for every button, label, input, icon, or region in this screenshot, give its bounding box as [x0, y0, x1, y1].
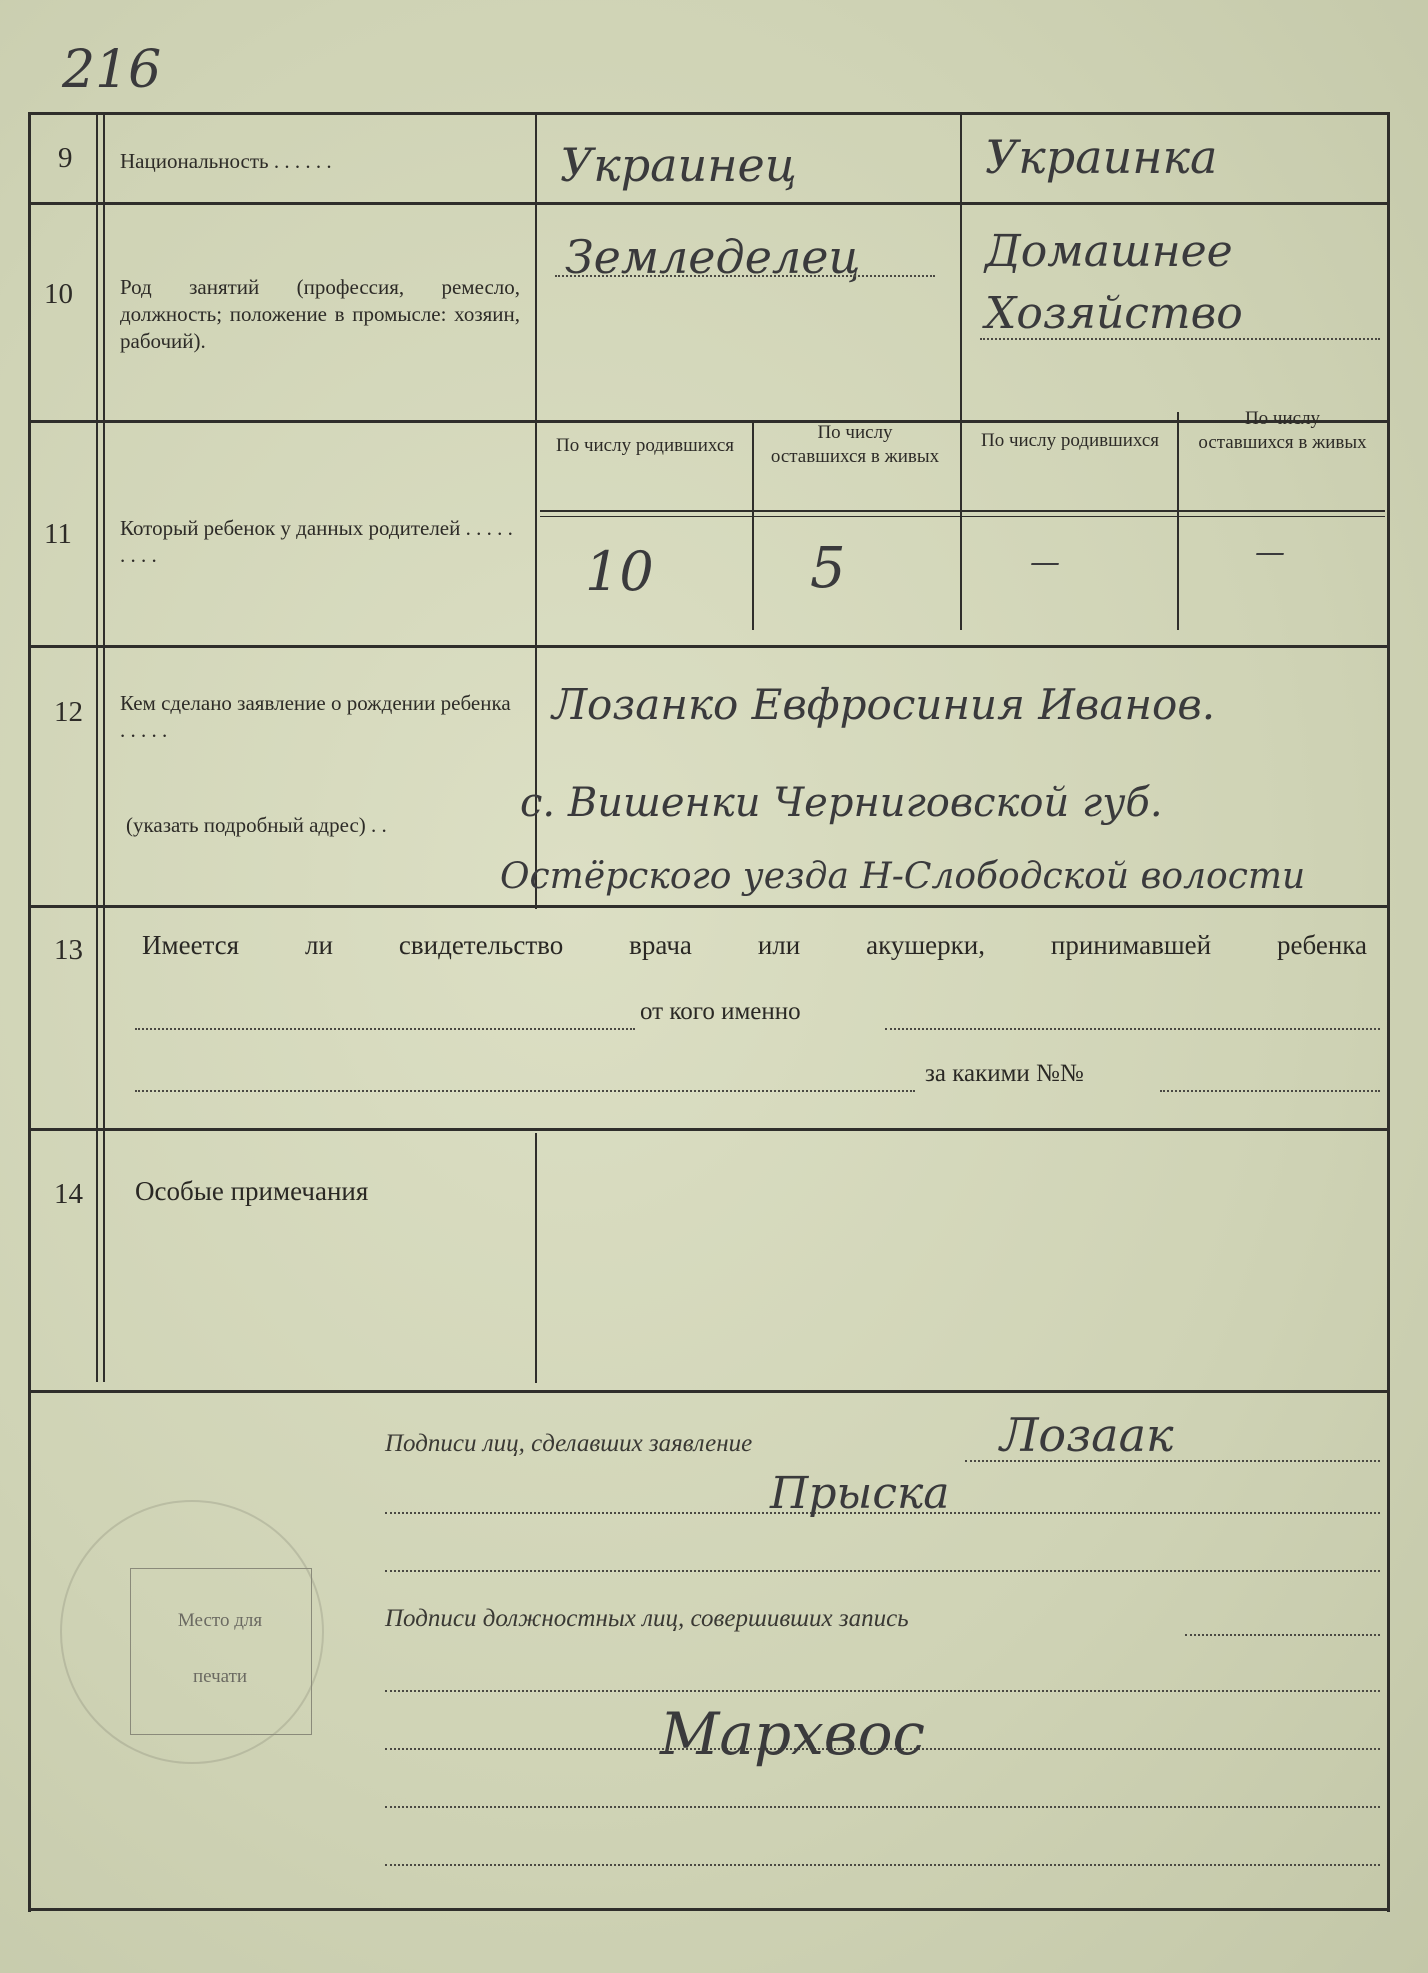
mother-occupation-line1: Домашнее: [985, 226, 1233, 277]
row11-split-mother: [1177, 412, 1179, 630]
official-signature: Мархвос: [660, 1700, 925, 1768]
num-col-line-a: [96, 112, 98, 1382]
row11-header-line-a: [540, 510, 1385, 512]
applicant-signature-1: Лозаак: [1000, 1408, 1174, 1462]
mother-occupation-line2: Хозяйство: [985, 288, 1243, 339]
applicant-line1: Лозанко Евфросиния Иванов.: [552, 680, 1216, 729]
sig-dots-8: [385, 1864, 1380, 1866]
row-label-occupation: Род занятий (профессия, ремесло, должность; положение в промысле: хозяин, рабочий).: [120, 275, 520, 353]
header-father-alive: оставшихся в живых: [770, 446, 940, 467]
frame-right: [1387, 112, 1390, 1912]
label-col-line-14: [535, 1133, 537, 1383]
mother-children-born: —: [1030, 545, 1060, 580]
occupation-dots-f: [555, 275, 935, 277]
row-number-13: 13: [54, 934, 83, 966]
row11-header-line-b: [540, 516, 1385, 517]
row-number-10: 10: [44, 278, 73, 310]
mother-children-alive: —: [1255, 535, 1285, 570]
row13-dots-4: [1160, 1090, 1380, 1092]
row13-dots-1: [135, 1028, 635, 1030]
father-nationality: Украинец: [560, 138, 797, 192]
row-label-which-child: Который ребенок у данных родителей . . . . . . . . .: [120, 516, 513, 567]
header-mother-alive: оставшихся в живых: [1198, 432, 1367, 453]
row13-dots-2: [885, 1028, 1380, 1030]
row-label-special-notes: Особые примечания: [135, 1176, 369, 1206]
officials-signature-label: Подписи должностных лиц, совершивших запись: [385, 1605, 909, 1632]
num-col-line-b: [103, 112, 105, 1382]
frame-left: [28, 112, 31, 1912]
applicants-signature-label: Подписи лиц, сделавших заявление: [385, 1430, 753, 1457]
sig-dots-3: [385, 1570, 1380, 1572]
father-children-alive: 5: [810, 536, 846, 601]
row13-dots-3: [135, 1090, 915, 1092]
row13-from-whom: от кого именно: [640, 998, 801, 1025]
sig-dots-5: [385, 1690, 1380, 1692]
header-father-alive-prefix: По числу: [817, 422, 893, 443]
frame-top: [28, 112, 1390, 115]
row11-split-father: [752, 420, 754, 630]
header-father-born: По числу родившихся: [555, 435, 735, 456]
header-mother-alive-prefix: По числу: [1244, 408, 1321, 429]
row-label-medical-certificate: Имеется ли свидетельство врача или акушерки, принимавшей ребенка: [142, 930, 1367, 960]
page-number: 216: [62, 40, 162, 100]
stamp-place-line1: Место для: [177, 1610, 263, 1631]
row-label-applicant: Кем сделано заявление о рождении ребенка . . . . .: [120, 691, 511, 742]
stamp-place-line2: печати: [192, 1666, 248, 1687]
parents-split-line: [960, 112, 962, 630]
row-number-14: 14: [54, 1178, 83, 1210]
applicant-line2: с. Вишенки Черниговской губ.: [520, 780, 1163, 826]
father-occupation: Земледелец: [565, 230, 861, 284]
sig-dots-7: [385, 1806, 1380, 1808]
stamp-place-box: [130, 1568, 312, 1735]
header-mother-born: По числу родившихся: [980, 430, 1160, 451]
mother-nationality: Украинка: [985, 130, 1218, 184]
row-sep-14: [28, 1390, 1390, 1393]
sig-dots-4: [1185, 1634, 1380, 1636]
applicant-line3: Остёрского уезда Н-Слободской волости: [500, 856, 1306, 897]
frame-bottom: [28, 1908, 1390, 1911]
father-children-born: 10: [585, 540, 654, 603]
row-label-address: (указать подробный адрес) . .: [126, 813, 387, 837]
row-number-9: 9: [58, 142, 73, 174]
applicant-signature-2: Прыска: [770, 1468, 950, 1519]
row-sep-9: [28, 202, 1390, 205]
row-number-11: 11: [44, 518, 72, 550]
row-sep-11: [28, 645, 1390, 648]
occupation-dots-m: [980, 338, 1380, 340]
row-label-nationality: Национальность . . . . . .: [120, 149, 332, 173]
row-sep-12: [28, 905, 1390, 908]
row-sep-13: [28, 1128, 1390, 1131]
row13-numbers: за какими №№: [925, 1060, 1084, 1087]
row-number-12: 12: [54, 696, 83, 728]
